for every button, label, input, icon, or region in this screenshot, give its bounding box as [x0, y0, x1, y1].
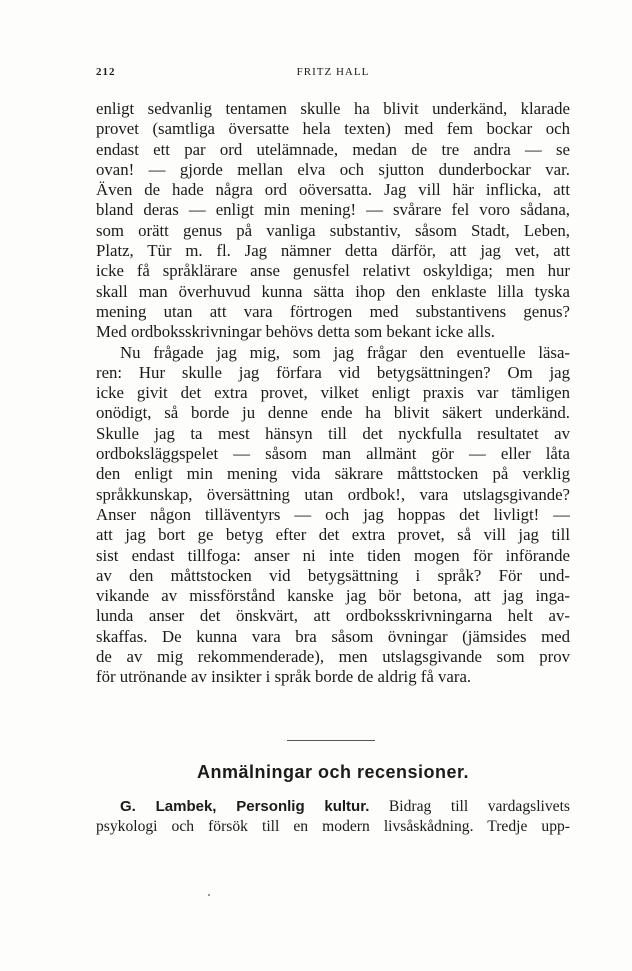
text-line: den enligt min mening vida säkrare måttstocken på verklig	[96, 464, 570, 484]
text-line: ren: Hur skulle jag förfara vid betygsättningen? Om jag	[96, 362, 570, 382]
running-title: FRITZ HALL	[296, 66, 370, 78]
text-line: mening utan att vara förtrogen med substantivens genus?	[96, 301, 570, 321]
running-head	[96, 66, 570, 84]
text-line: sist endast tillfoga: anser ni inte tiden mogen för införande	[96, 545, 570, 565]
text-line: Skulle jag ta mest hänsyn till det nyckfulla resultatet av	[96, 423, 570, 443]
section-heading: Anmälningar och recensioner.	[196, 762, 470, 782]
text-line: Anser någon tilläventyrs — och jag hoppas det livligt! —	[96, 504, 570, 524]
text-line: endast ett par ord utelämnade, medan de tre andra — se	[96, 139, 570, 159]
text-line: icke få språklärare anse genusfel relativt oskyldiga; men hur	[96, 261, 570, 281]
text-line: för utrönande av insikter i språk borde de aldrig få vara.	[96, 667, 472, 687]
text-line: ordboksläggspelet — såsom man allmänt gör — eller låta	[96, 444, 570, 464]
text-line: ovan! — gjorde mellan elva och sjutton dunderbockar var.	[96, 159, 570, 179]
text-line: vikande av missförstånd kanske jag bör betona, att jag inga-	[96, 586, 570, 606]
review-line	[96, 797, 570, 817]
section-divider	[287, 740, 375, 741]
paper-speck	[208, 894, 210, 896]
page-number: 212	[96, 66, 116, 78]
body-text	[96, 99, 570, 688]
review-line: psykologi och försök till en modern livsåskådning. Tredje upp-	[96, 818, 570, 836]
text-line: Platz, Tür m. fl. Jag nämner detta därför, att jag vet, att	[96, 241, 570, 261]
text-line: onödigt, så borde ju denne ende ha blivit säkert underkänd.	[96, 403, 570, 423]
text-line: Även de hade några ord oöversatta. Jag vill här inflicka, att	[96, 180, 570, 200]
text-line: språkkunskap, översättning utan ordbok!, vara utslagsgivande?	[96, 484, 570, 504]
text-line: skall man överhuvud kunna sätta ihop den enklaste lilla tyska	[96, 281, 570, 301]
text-line: skaffas. De kunna vara bra såsom övningar (jämsides med	[96, 626, 570, 646]
text-line: som orätt genus på vanliga substantiv, såsom Stadt, Leben,	[96, 220, 570, 240]
text-line: att jag bort ge betyg efter det extra provet, så vill jag till	[96, 525, 570, 545]
text-line: Med ordboksskrivningar behövs detta som bekant icke alls.	[96, 322, 495, 342]
text-line: lunda anser det önskvärt, att ordboksskrivningarna helt av-	[96, 606, 570, 626]
text-line: icke givit det extra provet, vilket enligt praxis var tämligen	[96, 383, 570, 403]
text-line: bland deras — enligt min mening! — svårare fel voro sådana,	[96, 200, 570, 220]
review-text: Bidrag till vardagslivets	[388, 798, 570, 815]
text-line: av den måttstocken vid betygsättning i språk? För und-	[96, 565, 570, 585]
text-line: de av mig rekommenderade), men utslagsgivande som prov	[96, 647, 570, 667]
review-author-title: G. Lambek, Personlig kultur.	[120, 798, 370, 815]
review-entry	[96, 797, 570, 838]
text-line: Nu frågade jag mig, som jag frågar den eventuelle läsa-	[120, 342, 570, 362]
text-line: enligt sedvanlig tentamen skulle ha blivit underkänd, klarade	[96, 99, 570, 118]
text-line: provet (samtliga översatte hela texten) med fem bockar och	[96, 119, 570, 139]
